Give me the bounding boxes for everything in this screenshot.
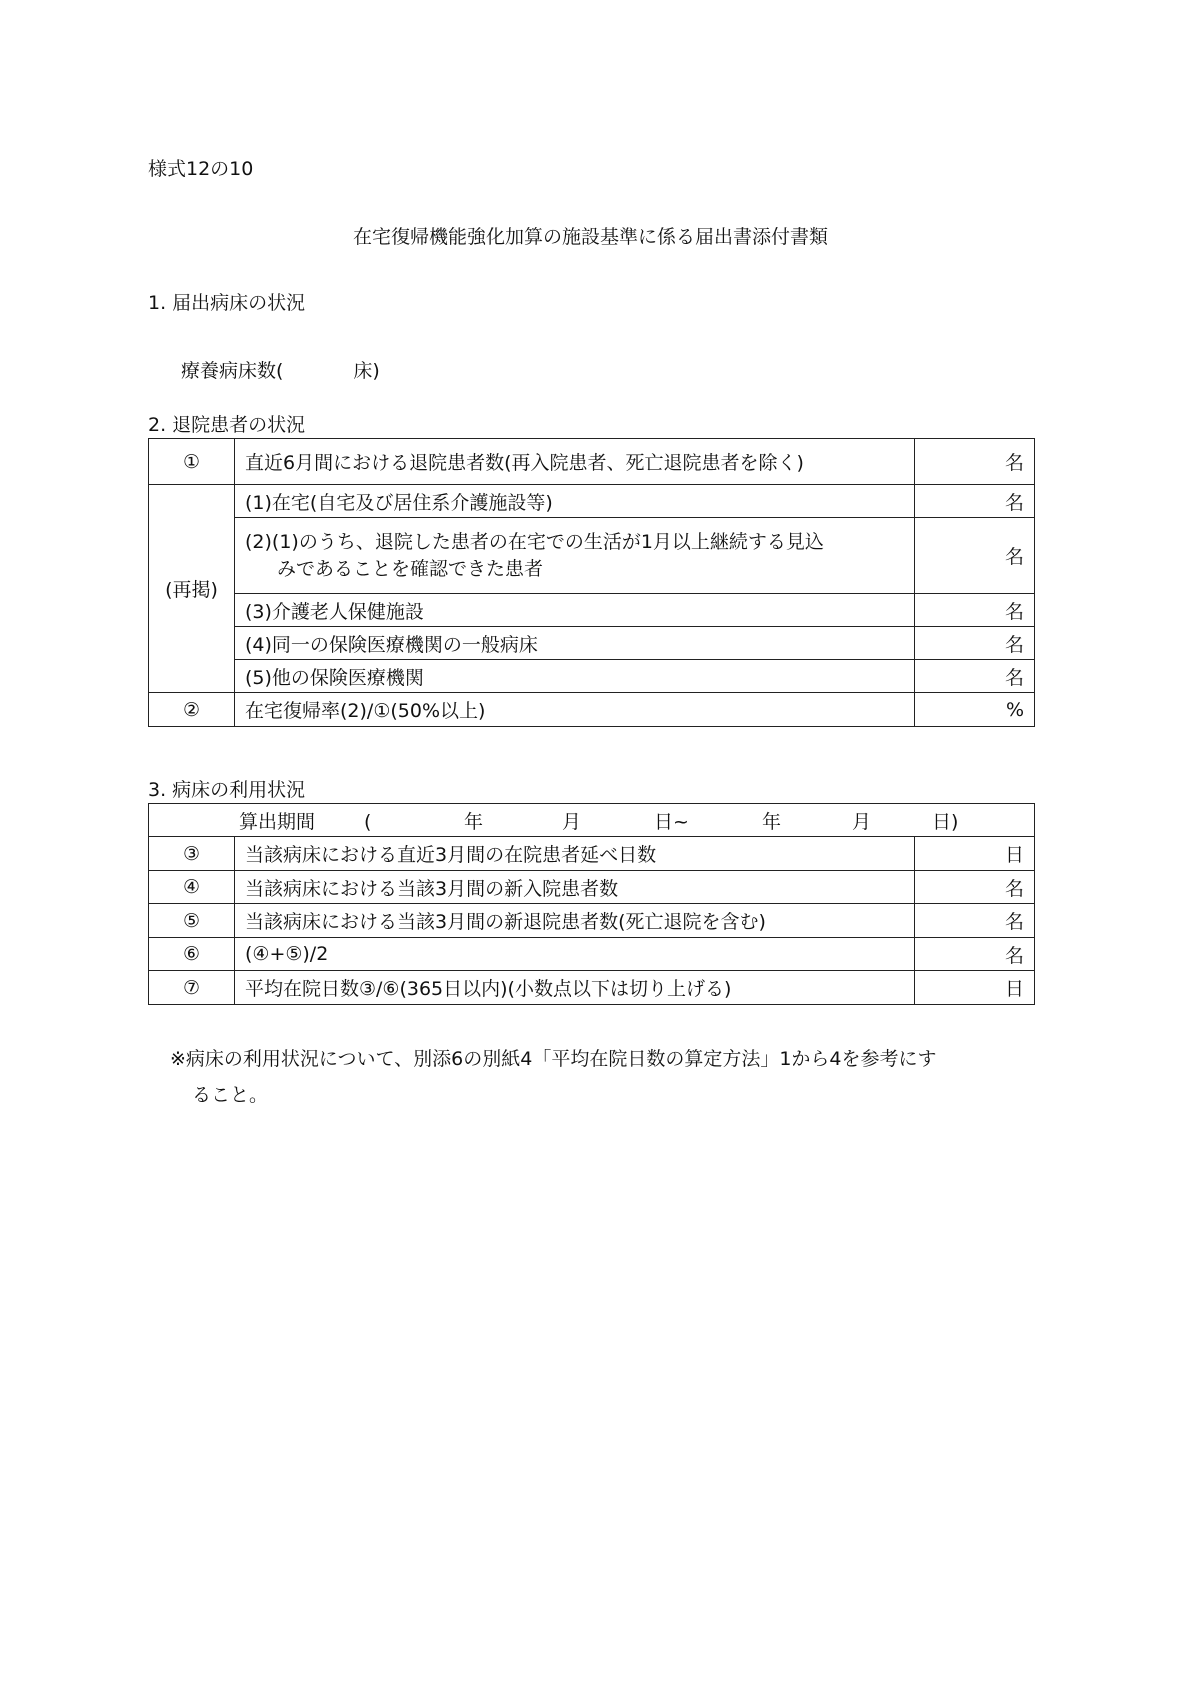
row-label: (5)他の保険医療機関 (235, 660, 915, 693)
row-label: 当該病床における当該3月間の新入院患者数 (235, 871, 915, 904)
section1-heading: 1. 届出病床の状況 (148, 292, 306, 314)
form-code: 様式12の10 (148, 158, 254, 180)
row-label: 当該病床における当該3月間の新退院患者数(死亡退院を含む) (235, 904, 915, 938)
row-unit[interactable]: % (915, 693, 1035, 727)
table-row (149, 693, 1035, 727)
table-row (149, 938, 1035, 971)
row-number: ⑥ (149, 938, 235, 971)
row-label (235, 518, 915, 594)
table-row (149, 837, 1035, 871)
table-row (149, 660, 1035, 693)
row-number: ① (149, 439, 235, 485)
row-number: ⑤ (149, 904, 235, 938)
row-unit[interactable]: 日 (915, 971, 1035, 1005)
calculation-period[interactable] (149, 804, 1035, 837)
row-unit[interactable]: 名 (915, 439, 1035, 485)
period-start-month: 月 (562, 810, 582, 833)
bed-count-label: 療養病床数( (181, 360, 284, 382)
table-row (149, 971, 1035, 1005)
row-label: 当該病床における直近3月間の在院患者延べ日数 (235, 837, 915, 871)
table-row (149, 594, 1035, 627)
note-line1: ※病床の利用状況について、別添6の別紙4「平均在院日数の算定方法」1から4を参考にす (170, 1048, 937, 1070)
row-label-line2: みであることを確認できた患者 (277, 557, 544, 580)
row-label: (1)在宅(自宅及び居住系介護施設等) (235, 485, 915, 518)
row-unit[interactable]: 名 (915, 938, 1035, 971)
row-label: 在宅復帰率(2)/①(50%以上) (235, 693, 915, 727)
bed-count-unit: 床) (353, 360, 380, 382)
row-unit[interactable]: 名 (915, 871, 1035, 904)
period-label: 算出期間 (239, 810, 316, 833)
row-number: ④ (149, 871, 235, 904)
row-number: ⑦ (149, 971, 235, 1005)
row-number: ③ (149, 837, 235, 871)
period-start-day: 日~ (654, 810, 689, 833)
row-unit[interactable]: 名 (915, 485, 1035, 518)
document-title: 在宅復帰機能強化加算の施設基準に係る届出書添付書類 (352, 226, 828, 248)
period-start-year: 年 (464, 810, 484, 833)
note-line2: ること。 (192, 1084, 269, 1106)
row-label: 直近6月間における退院患者数(再入院患者、死亡退院患者を除く) (235, 439, 915, 485)
repost-label: (再掲) (149, 485, 235, 693)
row-label-line1: (2)(1)のうち、退院した患者の在宅での生活が1月以上継続する見込 (245, 530, 824, 553)
row-unit[interactable]: 名 (915, 660, 1035, 693)
bed-usage-table (148, 803, 1035, 1005)
table-row (149, 439, 1035, 485)
period-end-month: 月 (852, 810, 872, 833)
row-number: ② (149, 693, 235, 727)
table-row (149, 518, 1035, 594)
period-open: ( (364, 810, 372, 833)
section2-heading: 2. 退院患者の状況 (148, 414, 306, 436)
row-label: (④+⑤)/2 (235, 938, 915, 971)
row-unit[interactable]: 日 (915, 837, 1035, 871)
row-label: (3)介護老人保健施設 (235, 594, 915, 627)
row-unit[interactable]: 名 (915, 627, 1035, 660)
row-label: (4)同一の保険医療機関の一般病床 (235, 627, 915, 660)
row-unit[interactable]: 名 (915, 518, 1035, 594)
table-row (149, 904, 1035, 938)
period-end-year: 年 (762, 810, 782, 833)
bed-count-line (181, 356, 380, 383)
period-row (149, 804, 1035, 837)
row-unit[interactable]: 名 (915, 904, 1035, 938)
table-row (149, 485, 1035, 518)
row-label: 平均在院日数③/⑥(365日以内)(小数点以下は切り上げる) (235, 971, 915, 1005)
section3-heading: 3. 病床の利用状況 (148, 779, 306, 801)
table-row (149, 627, 1035, 660)
row-unit[interactable]: 名 (915, 594, 1035, 627)
period-end-day: 日) (932, 810, 959, 833)
table-row (149, 871, 1035, 904)
discharge-table (148, 438, 1035, 727)
